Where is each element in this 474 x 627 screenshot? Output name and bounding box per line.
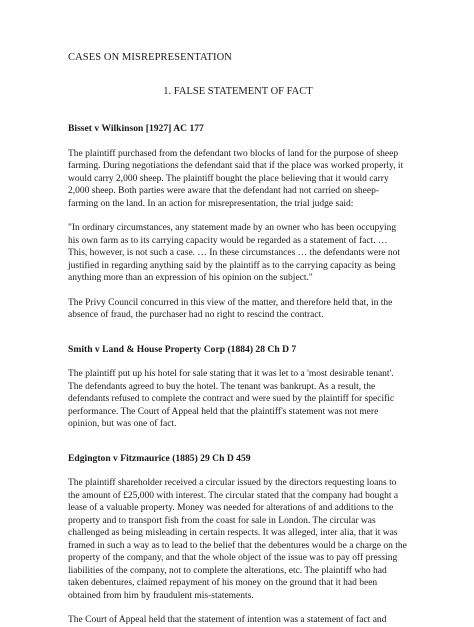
case-smith-v-land-house bbox=[68, 344, 408, 431]
case-paragraph: The Court of Appeal held that the statement of intention was a statement of fact and bbox=[68, 615, 387, 625]
case-heading: Smith v Land & House Property Corp (1884) 28 Ch D 7 bbox=[68, 343, 297, 355]
case-quote: "In ordinary circumstances, any statement made by an owner who has been occupying his own farm as to its carrying capacity would be regarded as a statement of fact. … This, however, is not such a case. … In these circumstances … the defendants were not justified in regarding anything said by the plaintiff as to the carrying capacity as being anything more than an expression of his opinion on the subject." bbox=[68, 223, 401, 283]
document-title: CASES ON MISREPRESENTATION bbox=[68, 52, 232, 63]
case-paragraph: The plaintiff put up his hotel for sale stating that it was let to a 'most desirable tenant'. The defendants agreed to buy the hotel. The tenant was bankrupt. As a result, the defendants refused to complete the contract and were sued by the plaintiff for specific performance. The Court of Appeal held that the plaintiff's statement was not mere opinion, but was one of fact. bbox=[68, 369, 395, 429]
case-heading: Bisset v Wilkinson [1927] AC 177 bbox=[68, 123, 204, 134]
case-heading: Edgington v Fitzmaurice (1885) 29 Ch D 459 bbox=[68, 452, 251, 464]
document-page bbox=[68, 52, 408, 627]
section-heading: 1. FALSE STATEMENT OF FACT bbox=[163, 85, 313, 97]
case-bisset-v-wilkinson bbox=[68, 123, 408, 322]
case-paragraph: The plaintiff shareholder received a circular issued by the directors requesting loans to the amount of £25,000 with interest. The circular stated that the company had bought a lease of a valuable property. Money was needed for alterations of and additions to the property and to transport fish from the coast for sale in London. The circular was challenged as being misleading in certain respects. It was alleged, inter alia, that it was framed in such a way as to lead to the belief that the debentures would be a charge on the property of the company, and that the whole object of the issue was to pay off pressing liabilities of the company, not to complete the alterations, etc. The plaintiff who had taken debentures, claimed repayment of his money on the ground that it had been obtained from him by fraudulent mis-statements. bbox=[68, 478, 407, 601]
case-paragraph: The plaintiff purchased from the defendant two blocks of land for the purpose of sheep farming. During negotiations the defendant said that if the place was worked properly, it would carry 2,000 sheep. The plaintiff bought the place believing that it would carry 2,000 sheep. Both parties were aware that the defendant had not carried on sheep-farming on the land. In an action for misrepresentation, the trial judge said: bbox=[68, 148, 404, 209]
case-edgington-v-fitzmaurice bbox=[68, 453, 408, 627]
case-paragraph: The Privy Council concurred in this view of the matter, and therefore held that, in the absence of fraud, the purchaser had no right to rescind the contract. bbox=[68, 297, 393, 320]
